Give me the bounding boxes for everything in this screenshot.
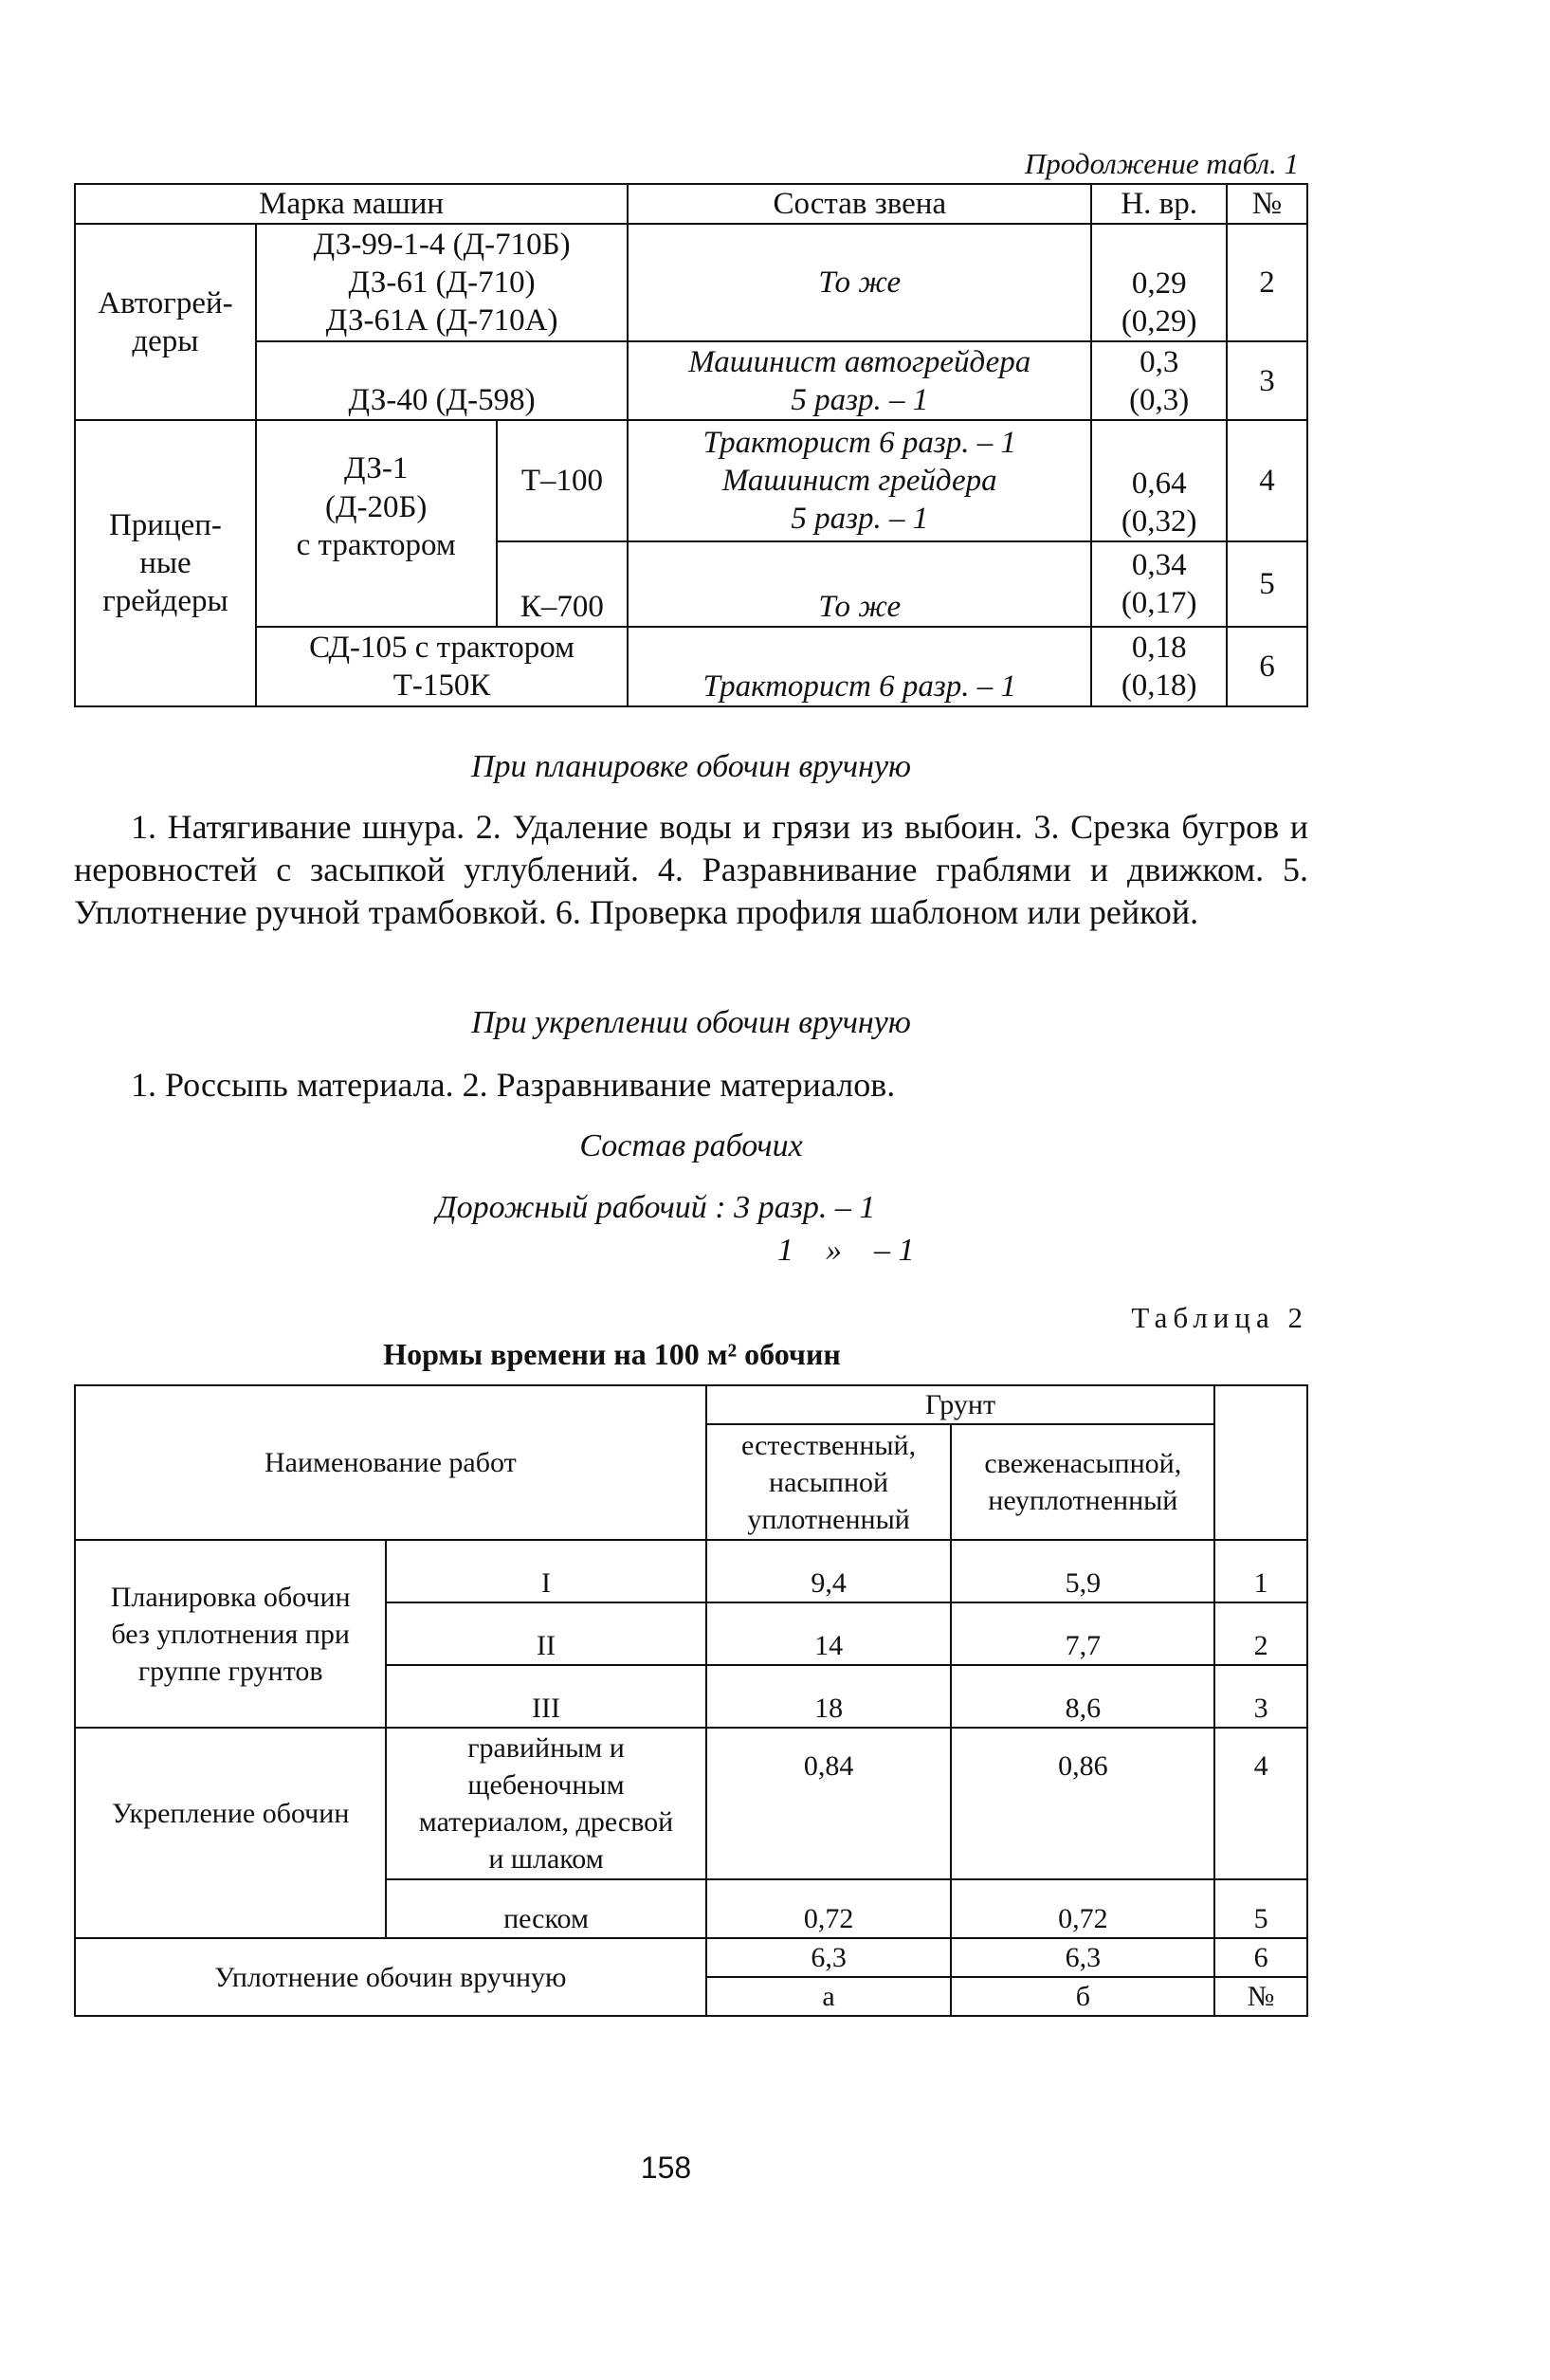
t2-row2-natural: 14	[706, 1602, 952, 1665]
t2-row3-fresh: 8,6	[951, 1665, 1214, 1728]
t2-row3-natural: 18	[706, 1665, 952, 1728]
section2-heading: При укреплении обочин вручную	[471, 1005, 911, 1040]
t2-reinf-gravel-fresh: 0,86	[951, 1728, 1214, 1879]
row6-machine: СД-105 с трактором Т-150К	[256, 627, 628, 706]
row5-crew: То же	[628, 541, 1091, 627]
row3-machine: ДЗ-40 (Д-598)	[256, 341, 628, 420]
row5-number: 5	[1227, 541, 1307, 627]
group-trailed-graders: Прицеп- ные грейдеры	[75, 420, 256, 706]
t2-compaction-label: Уплотнение обочин вручную	[75, 1938, 706, 2016]
section1-text: 1. Натягивание шнура. 2. Удаление воды и грязи из выбоин. 3. Срезка бугров и неровностей с засыпкой углублений. 4. Разравнивание граблями и движком. 5. Уплотнение ручной трамбовкой. 6. Проверка профиля шаблоном или рейкой.	[74, 808, 1308, 931]
row4-crew: Тракторист 6 разр. – 1 Машинист грейдера 5 разр. – 1	[628, 420, 1091, 541]
header-number: №	[1227, 184, 1307, 224]
section2-text: 1. Россыпь материала. 2. Разравнивание материалов.	[131, 1066, 896, 1104]
norms-table	[74, 1384, 1308, 2017]
t2-footer-number: №	[1214, 1977, 1307, 2016]
t2-header-fresh: свеженасыпной, неуплотненный	[951, 1424, 1214, 1540]
t2-header-work: Наименование работ	[75, 1385, 706, 1540]
row3-number: 3	[1227, 341, 1307, 420]
t2-reinf-gravel: гравийным и щебеночным материалом, дресвой и шлаком	[386, 1728, 705, 1879]
row5-norm: 0,34 (0,17)	[1091, 541, 1227, 627]
row2-machines: ДЗ-99-1-4 (Д-710Б) ДЗ-61 (Д-710) ДЗ-61А (Д-710А)	[256, 224, 628, 341]
t2-row2-group: II	[386, 1602, 705, 1665]
workers-line1: Дорожный рабочий : 3 разр. – 1	[436, 1190, 876, 1225]
t2-compaction-fresh: 6,3	[951, 1938, 1214, 1977]
t2-header-natural: естественный, насыпной уплотненный	[706, 1424, 952, 1540]
row3-norm: 0,3 (0,3)	[1091, 341, 1227, 420]
t2-reinforcement-label: Укрепление обочин	[75, 1728, 386, 1938]
workers-heading: Состав рабочих	[579, 1128, 803, 1163]
row2-number: 2	[1227, 224, 1307, 341]
section1-heading: При планировке обочин вручную	[470, 749, 912, 784]
row4-tractor: Т–100	[497, 420, 629, 541]
t2-header-blank	[1214, 1385, 1307, 1540]
t2-reinf-sand-number: 5	[1214, 1879, 1307, 1938]
t2-row1-natural: 9,4	[706, 1540, 952, 1602]
workers-line2: 1 » – 1	[777, 1233, 915, 1268]
t2-row2-fresh: 7,7	[951, 1602, 1214, 1665]
group-autograders: Автогрей- деры	[75, 224, 256, 420]
table2-label: Таблица 2	[1131, 1301, 1308, 1334]
t2-compaction-natural: 6,3	[706, 1938, 952, 1977]
row4-number: 4	[1227, 420, 1307, 541]
t2-reinf-sand-fresh: 0,72	[951, 1879, 1214, 1938]
row2-norm: 0,29 (0,29)	[1091, 224, 1227, 341]
t2-reinf-sand: песком	[386, 1879, 705, 1938]
page-number: 158	[640, 2151, 692, 2185]
row5-tractor: К–700	[497, 541, 629, 627]
t2-footer-b: б	[951, 1977, 1214, 2016]
row2-crew: То же	[628, 224, 1091, 341]
t2-reinf-sand-natural: 0,72	[706, 1879, 952, 1938]
row3-crew: Машинист автогрейдера 5 разр. – 1	[628, 341, 1091, 420]
row6-crew: Тракторист 6 разр. – 1	[628, 627, 1091, 706]
header-machine: Марка машин	[75, 184, 628, 224]
t2-row1-group: I	[386, 1540, 705, 1602]
row4-machine: ДЗ-1 (Д-20Б) с трактором	[256, 420, 497, 627]
t2-planning-label: Планировка обочин без уплотнения при группе грунтов	[75, 1540, 386, 1728]
t2-reinf-gravel-natural: 0,84	[706, 1728, 952, 1879]
t2-row2-number: 2	[1214, 1602, 1307, 1665]
table-continuation-caption: Продолжение табл. 1	[1024, 147, 1299, 180]
table2-title: Нормы времени на 100 м² обочин	[383, 1337, 841, 1371]
t2-reinf-gravel-number: 4	[1214, 1728, 1307, 1879]
row4-norm: 0,64 (0,32)	[1091, 420, 1227, 541]
t2-compaction-number: 6	[1214, 1938, 1307, 1977]
t2-row3-number: 3	[1214, 1665, 1307, 1728]
row6-number: 6	[1227, 627, 1307, 706]
machines-table	[74, 183, 1308, 707]
t2-header-soil: Грунт	[706, 1385, 1215, 1424]
t2-row3-group: III	[386, 1665, 705, 1728]
t2-row1-fresh: 5,9	[951, 1540, 1214, 1602]
row6-norm: 0,18 (0,18)	[1091, 627, 1227, 706]
t2-footer-a: а	[706, 1977, 952, 2016]
header-norm: Н. вр.	[1091, 184, 1227, 224]
header-crew: Состав звена	[628, 184, 1091, 224]
t2-row1-number: 1	[1214, 1540, 1307, 1602]
